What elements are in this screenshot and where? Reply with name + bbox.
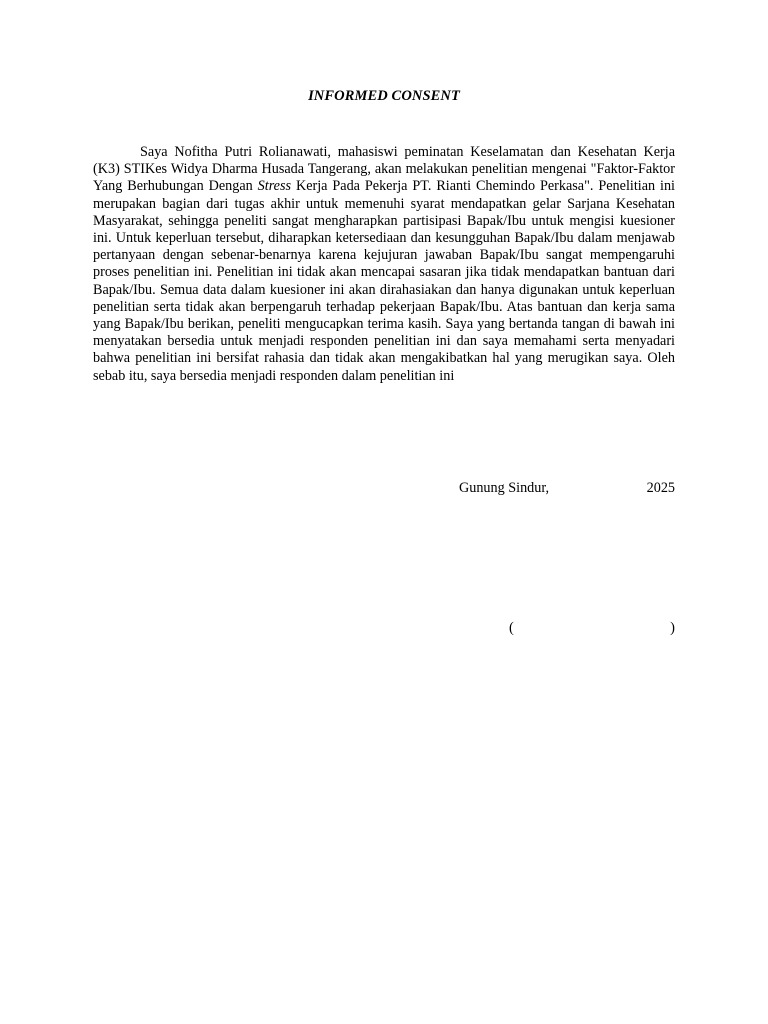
- year-label: 2025: [646, 480, 675, 496]
- signature-close-paren: ): [670, 620, 675, 636]
- place-date-line: [459, 480, 675, 497]
- place-label: Gunung Sindur,: [459, 480, 550, 496]
- signature-open-paren: (: [509, 620, 514, 636]
- document-title: INFORMED CONSENT: [308, 88, 460, 104]
- consent-paragraph: [93, 144, 675, 385]
- paragraph-italic-word: Stress: [257, 178, 292, 195]
- paragraph-text-part-1: Saya Nofitha Putri Rolianawati, mahasiswi peminatan Keselamatan dan Kesehatan Kerja (K3) STIKes Widya Dharma Husada Tangerang, akan melakukan penelitian mengenai "Faktor-Faktor Yang Berhubungan Dengan: [93, 144, 675, 195]
- signature-line: [509, 620, 675, 637]
- paragraph-text-part-2: Kerja Pada Pekerja PT. Rianti Chemindo Perkasa". Penelitian ini merupakan bagian dari tugas akhir untuk memenuhi syarat mendapatkan gelar Sarjana Kesehatan Masyarakat, sehingga peneliti sangat mengharapkan partisipasi Bapak/Ibu untuk mengisi kuesioner ini. Untuk keperluan tersebut, diharapkan ketersediaan dan kesungguhan Bapak/Ibu dalam menjawab pertanyaan dengan sebenar-benarnya karena kejujuran jawaban Bapak/Ibu sangat mempengaruhi proses penelitian ini. Penelitian ini tidak akan mencapai sasaran jika tidak mendapatkan bantuan dari Bapak/Ibu. Semua data dalam kuesioner ini akan dirahasiakan dan hanya digunakan untuk keperluan penelitian serta tidak akan berpengaruh terhadap pekerjaan Bapak/Ibu. Atas bantuan dan kerja sama yang Bapak/Ibu berikan, peneliti mengucapkan terima kasih. Saya yang bertanda tangan di bawah ini menyatakan bersedia untuk menjadi responden penelitian ini dan saya memahami serta menyadari bahwa penelitian ini bersifat rahasia dan tidak akan mengakibatkan hal yang merugikan saya. Oleh sebab itu, saya bersedia menjadi responden dalam penelitian ini: [93, 178, 676, 384]
